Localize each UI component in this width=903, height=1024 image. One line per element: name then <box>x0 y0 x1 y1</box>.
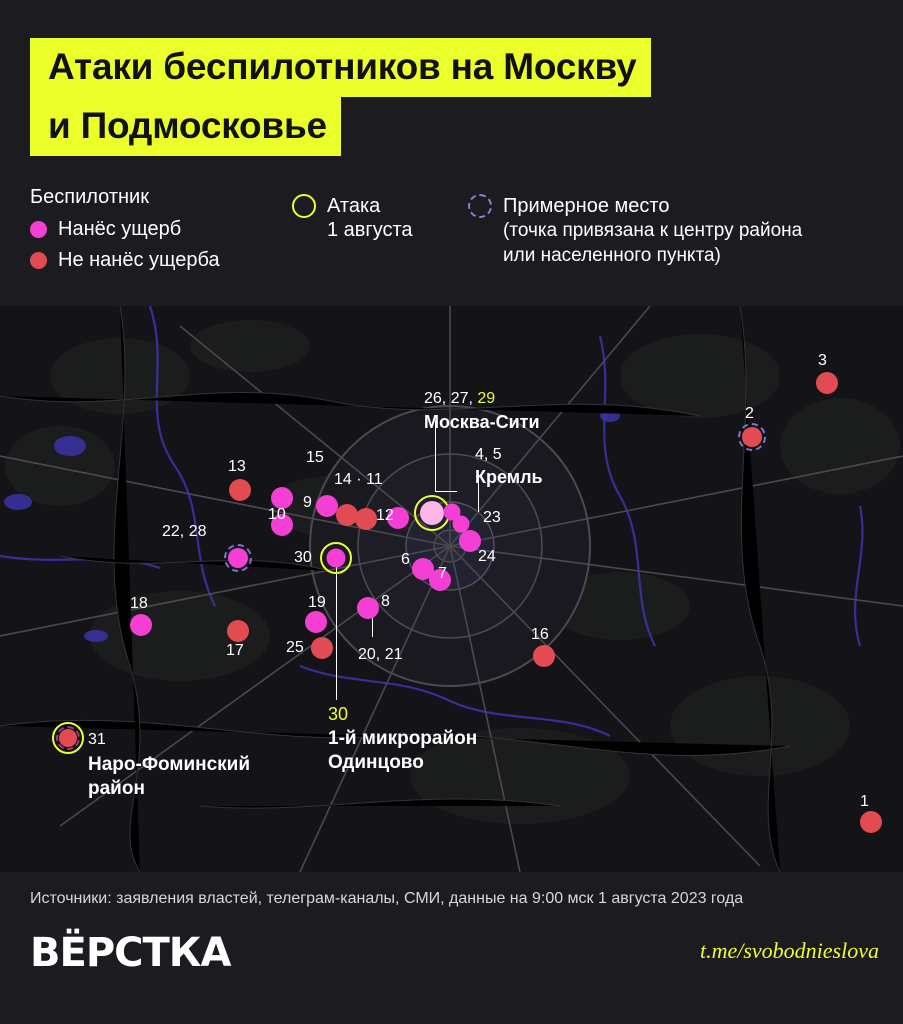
label-moscow-city: Москва-Сити <box>424 412 540 432</box>
yellow-ring-icon <box>292 194 316 218</box>
label-2: 2 <box>745 405 754 422</box>
label-15: 15 <box>306 449 324 466</box>
legend-item-damage <box>30 218 280 241</box>
filled-circle-icon <box>30 221 47 238</box>
label-20-21: 20, 21 <box>358 646 403 663</box>
label-odintsovo-1: 1-й микрорайон <box>328 728 478 749</box>
label-8: 8 <box>381 593 390 610</box>
page-title <box>30 38 790 156</box>
label-23: 23 <box>483 509 501 526</box>
dashed-ring-icon <box>468 194 492 218</box>
legend-group-attack <box>292 194 462 243</box>
label-10: 10 <box>268 506 286 523</box>
header-banner <box>0 0 903 306</box>
label-kremlin-numbers: 4, 5 <box>475 446 502 463</box>
label-naro-fominsk-1: Наро-Фоминский <box>88 754 251 775</box>
label-24: 24 <box>478 548 496 565</box>
legend-item-nodamage <box>30 249 280 272</box>
label-9: 9 <box>303 494 312 511</box>
legend-item-nodamage-label: Не нанёс ущерба <box>58 249 220 271</box>
verstka-logo: ВЁРСТКА <box>30 930 231 976</box>
legend-attack-label-1: Атака <box>327 195 381 217</box>
legend-approx-label-3: или населенного пункта) <box>503 244 721 266</box>
legend-group-title: Беспилотник <box>30 186 149 208</box>
page-title-line-1: Атаки беспилотников на Москву <box>30 38 651 97</box>
label-19: 19 <box>308 594 326 611</box>
footer <box>0 872 903 1024</box>
filled-circle-icon <box>30 252 47 269</box>
map-labels-layer <box>0 306 903 872</box>
map-canvas[interactable] <box>0 306 903 872</box>
label-18: 18 <box>130 595 148 612</box>
legend-approx-label-1: Примерное место <box>503 195 670 217</box>
label-12: 12 <box>376 507 394 524</box>
legend-approx-label-2: (точка привязана к центру района <box>503 220 803 242</box>
legend-group-drone <box>30 186 280 280</box>
label-odintsovo-2: Одинцово <box>328 752 424 773</box>
label-moscow-city-numbers: 26, 27, 29 <box>424 390 496 407</box>
label-25: 25 <box>286 639 304 656</box>
label-1: 1 <box>860 793 869 810</box>
legend-item-damage-label: Нанёс ущерб <box>58 218 182 240</box>
label-3: 3 <box>818 352 827 369</box>
label-30: 30 <box>294 549 312 566</box>
label-14-11: 14 · 11 <box>334 471 383 488</box>
label-22-28: 22, 28 <box>162 523 207 540</box>
label-naro-fominsk-2: район <box>88 778 145 799</box>
telegram-link[interactable]: t.me/svobodnieslova <box>699 938 879 963</box>
label-13: 13 <box>228 458 246 475</box>
legend-attack-label-2: 1 августа <box>327 219 413 242</box>
label-31: 31 <box>88 731 106 748</box>
label-kremlin: Кремль <box>475 467 543 487</box>
label-7: 7 <box>438 565 447 582</box>
label-6: 6 <box>401 551 410 568</box>
label-17: 17 <box>226 642 244 659</box>
sources-text: Источники: заявления властей, телеграм-каналы, СМИ, данные на 9:00 мск 1 августа 2023 года <box>30 890 744 907</box>
legend <box>30 186 880 286</box>
label-callout-30: 30 <box>328 704 349 724</box>
page-title-line-2: и Подмосковье <box>30 97 341 156</box>
legend-group-approx <box>468 194 888 267</box>
label-16: 16 <box>531 626 549 643</box>
